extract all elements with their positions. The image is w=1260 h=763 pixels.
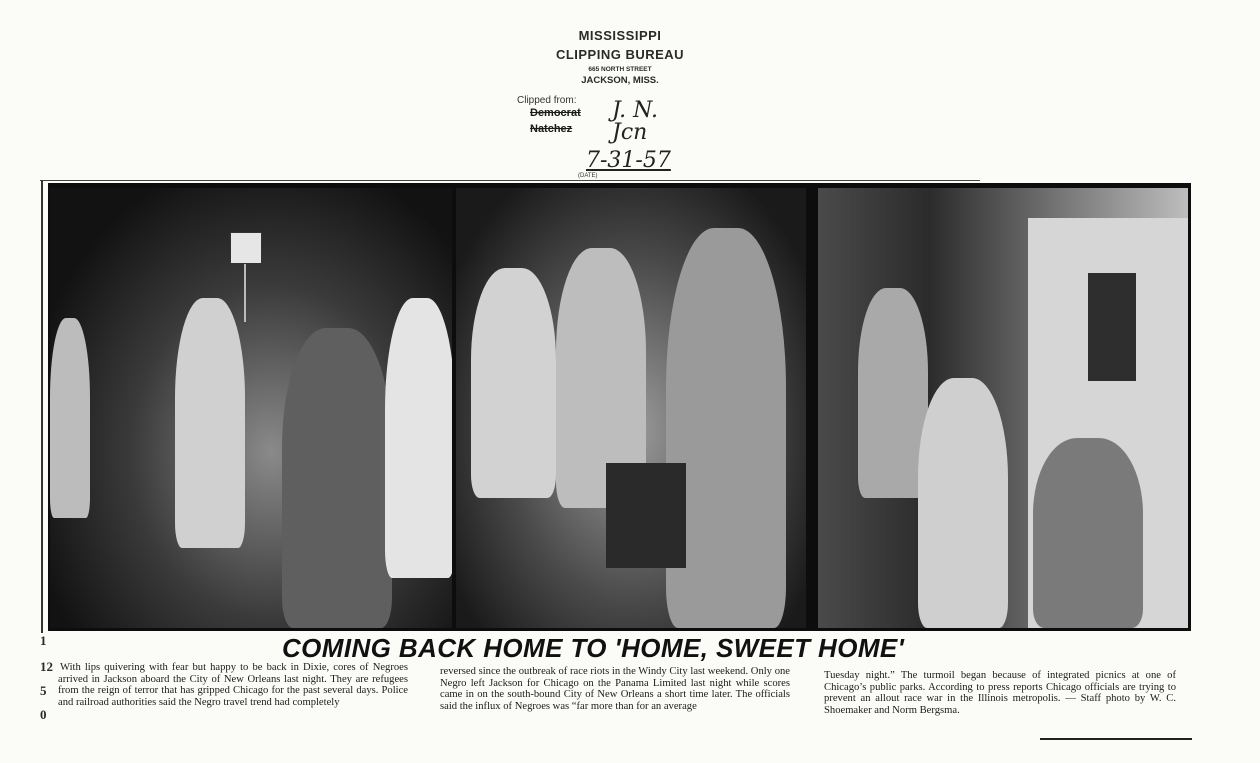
- figure: [50, 318, 90, 518]
- paper-option-democrat: Democrat: [530, 107, 581, 119]
- margin-mark: 5: [40, 683, 47, 698]
- date-label: (DATE): [578, 173, 598, 179]
- train-window: [1088, 273, 1136, 381]
- article-column-3: Tuesday night.” The turmoil began because of integrated picnics at one of Chicago’s public parks. According to press reports Chicago officials are trying to prevent an allout race war in the Illinois metropolis. — Staff photo by W. C. Shoemaker and Norm Bergsma.: [824, 670, 1176, 717]
- margin-mark: 12: [40, 659, 53, 674]
- article-column-2: reversed since the outbreak of race riots in the Windy City last weekend. Only one Negro left Jackson for Chicago on the Panama Limited last night while scores came in on the south-bound City of New Orleans a short time later. The officials said the influx of Negroes was “far more than for an average: [440, 666, 790, 713]
- margin-mark: 0: [40, 707, 47, 722]
- clipped-from-label: Clipped from:: [517, 95, 577, 106]
- bottom-rule: [1040, 738, 1192, 740]
- margin-mark: 1: [40, 633, 47, 648]
- article-column-1: With lips quivering with fear but happy to be back in Dixie, cores of Negroes arrived in Jackson aboard the City of New Orleans last night. They are refugees from the reign of terror that has gripped Chicago for the past several days. Police and railroad authorities said the Negro travel trend had completely: [58, 662, 408, 709]
- stamp-street: 665 NORTH STREET: [588, 66, 652, 73]
- article-headline: COMING BACK HOME TO 'HOME, SWEET HOME': [282, 633, 905, 663]
- handwritten-name: Jcn: [612, 120, 648, 145]
- stamp-city: JACKSON, MISS.: [581, 75, 659, 86]
- stamp-bureau: CLIPPING BUREAU: [555, 47, 685, 62]
- suitcase: [606, 463, 686, 568]
- stamp-state: MISSISSIPPI: [578, 28, 662, 43]
- figure: [1033, 438, 1143, 628]
- photo-women-with-luggage: [456, 188, 806, 628]
- paper-option-natchez: Natchez: [530, 123, 573, 135]
- handwritten-paper: J. N.: [612, 98, 658, 123]
- sign-pole: [244, 262, 246, 322]
- figure: [282, 328, 392, 628]
- station-sign: [230, 232, 262, 264]
- handwritten-date: 7-31-57: [586, 148, 671, 173]
- top-rule: [40, 180, 980, 181]
- figure: [666, 228, 786, 628]
- figure: [471, 268, 556, 498]
- left-rule: [41, 180, 43, 633]
- photo-train-steps: [818, 188, 1188, 628]
- figure: [385, 298, 452, 578]
- figure: [918, 378, 1008, 628]
- figure: [175, 298, 245, 548]
- clipping-bureau-stamp: [470, 28, 770, 86]
- photo-station-arrivals: [50, 188, 452, 628]
